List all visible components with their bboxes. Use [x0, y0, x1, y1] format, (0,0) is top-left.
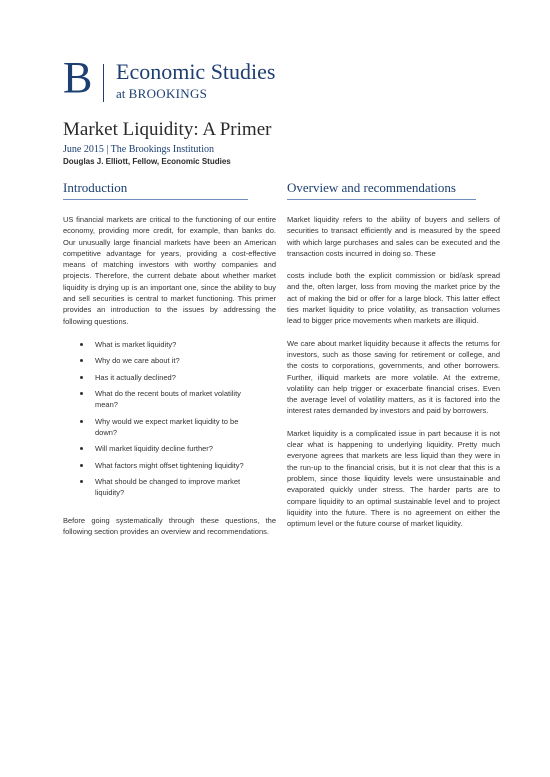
right-column — [287, 180, 500, 529]
author-line: Douglas J. Elliott, Fellow, Economic Studies — [63, 157, 231, 166]
document-title: Market Liquidity: A Primer — [63, 119, 272, 140]
question-item: Has it actually declined? — [80, 372, 276, 383]
introduction-heading: Introduction — [63, 180, 248, 200]
question-item: What should be changed to improve market liquidity? — [80, 476, 276, 498]
logo-title: Economic Studies — [116, 59, 276, 84]
overview-paragraph-3: We care about market liquidity because it affects the returns for investors, such as those saving for retirement or college, and the costs to corporations, governments, and other borrowers. Further, illiquid markets are more volatile. At the extreme, volatility can help trigger or exacerbate financial crises. Even the average level of volatility matters, as it is factored into the interest rates demanded by investors and paid by borrowers. — [287, 338, 500, 416]
introduction-closing-paragraph: Before going systematically through these questions, the following section provides an overview and recommendations. — [63, 515, 276, 537]
question-item: What is market liquidity? — [80, 339, 276, 350]
logo-subtitle-prefix: at — [116, 86, 129, 101]
question-item: Why would we expect market liquidity to be down? — [80, 416, 276, 438]
overview-paragraph-4: Market liquidity is a complicated issue in part because it is not clear what is happening to underlying liquidity. Pretty much everyone agrees that markets are less liquid than they were in the run-up to the financial crisis, but it is not clear that this is a problem, since those liquidity levels were unsustainable and evaporated quickly under stress. The harder parts are to compare liquidity to an optimal sustainable level and to project liquidity into the future. There is no agreement on either the optimum level or the future course of market liquidity. — [287, 428, 500, 529]
introduction-paragraph: US financial markets are critical to the functioning of our entire economy, providing more credit, for example, than banks do. Our unusually large financial markets have been an American competitive advantage for years, providing a cost-effective means of matching investors with worthy companies and projects. Therefore, the current debate about whether market liquidity is drying up is an important one, since the ability to buy and sell securities is central to market functioning. This primer provides an introduction to the issues by addressing the following questions. — [63, 215, 276, 326]
question-item: Will market liquidity decline further? — [80, 443, 276, 454]
publication-date-line: June 2015 | The Brookings Institution — [63, 144, 214, 155]
question-item: What do the recent bouts of market volatility mean? — [80, 388, 276, 410]
logo-divider — [103, 64, 104, 102]
overview-paragraph-1: Market liquidity refers to the ability of buyers and sellers of securities to transact efficiently and is measured by the speed with which large purchases and sales can be executed and the transaction costs incurred in doing so. These — [287, 215, 500, 258]
logo-subtitle — [116, 86, 207, 102]
logo-org-name: BROOKINGS — [128, 86, 208, 101]
overview-paragraph-2: costs include both the explicit commission or bid/ask spread and the, often larger, loss from moving the market price by the act of making the bid or offer for a large block. This latter effect ties market liquidity to price volatility, as transaction volumes lead to bigger price movements when markets are illiquid. — [287, 271, 500, 326]
question-item: What factors might offset tightening liquidity? — [80, 460, 276, 471]
logo-letter: B — [63, 53, 93, 102]
question-item: Why do we care about it? — [80, 355, 276, 366]
questions-list — [63, 339, 276, 499]
overview-heading: Overview and recommendations — [287, 180, 476, 200]
left-column — [63, 180, 276, 538]
